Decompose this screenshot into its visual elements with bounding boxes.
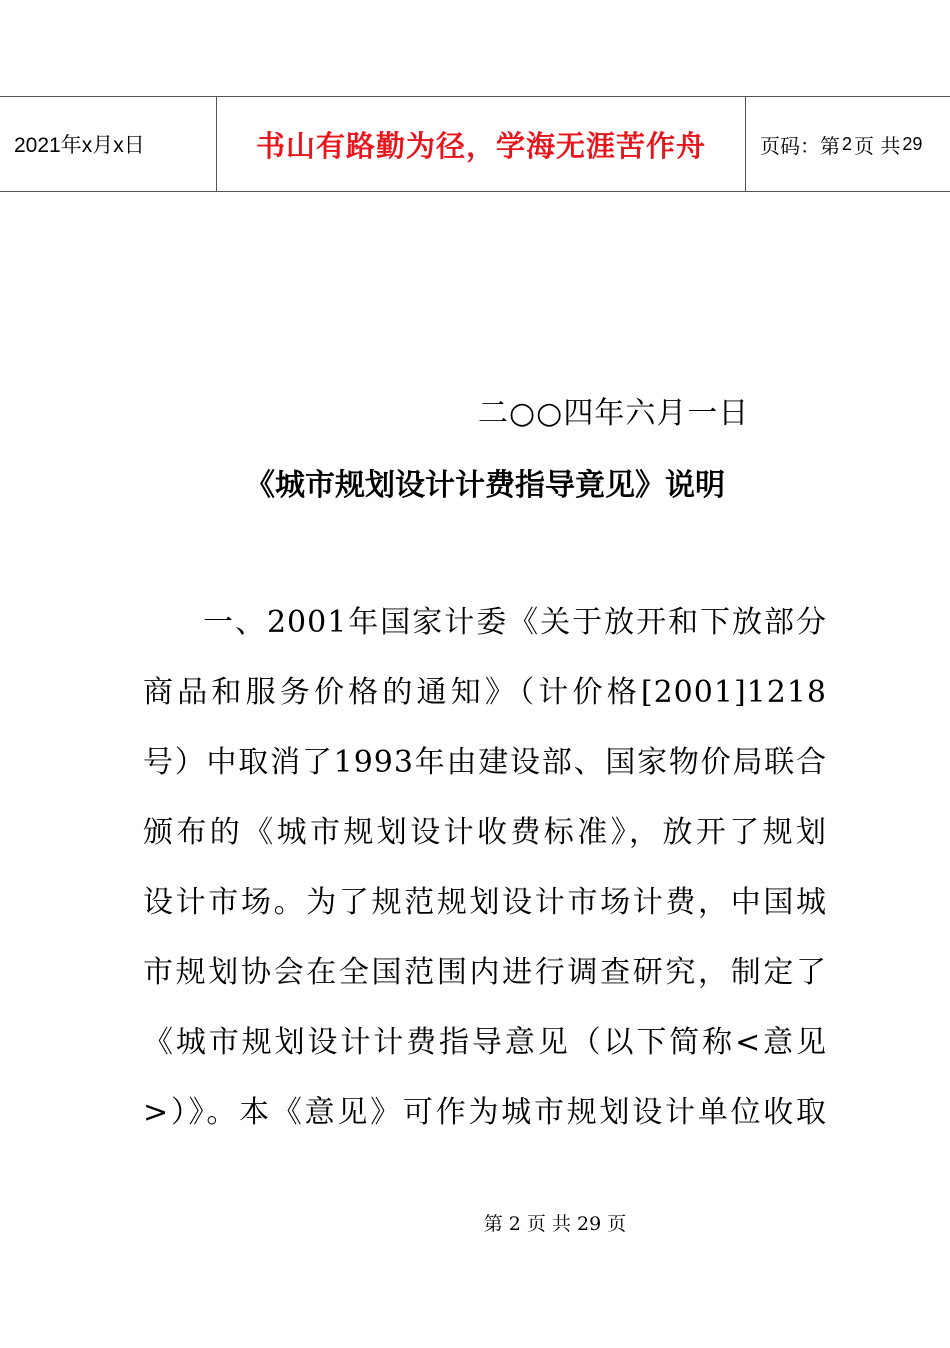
header-page-info [746, 97, 950, 191]
paragraph-body [143, 658, 827, 1148]
paragraph-line: 一、2001年国家计委《关于放开和下放部分 [203, 605, 827, 640]
page-footer [0, 1209, 950, 1236]
paragraph-line: 颁布的《城市规划设计收费标准》，放开了规划 [143, 815, 827, 850]
document-title: 《城市规划设计计费指导竟见》说明 [245, 468, 725, 503]
paragraph-line: >）》。本《意见》可作为城市规划设计单位收取 [143, 1095, 827, 1130]
paragraph-line: 商品和服务价格的通知》（计价格[2001]1218 [143, 675, 827, 710]
document-date: 二○○四年六月一日 [478, 396, 750, 431]
header-motto [216, 97, 746, 191]
paragraph-line: 号）中取消了1993年由建设部、国家物价局联合 [143, 745, 827, 780]
header-date [0, 97, 216, 191]
header-date-text: 2021年x月x日 [14, 134, 145, 157]
paragraph-line: 市规划协会在全国范围内进行调查研究，制定了 [143, 955, 827, 990]
page-header [0, 96, 950, 192]
header-page-prefix: 页码：第 [760, 133, 840, 158]
footer-page-label: 第 2 页 共 29 页 [483, 1213, 627, 1235]
header-page-mid: 页 共 [854, 133, 901, 158]
header-motto-text: 书山有路勤为径，学海无涯苦作舟 [255, 128, 706, 163]
header-page-total: 29 [902, 133, 923, 154]
paragraph-line: 设计市场。为了规范规划设计市场计费，中国城 [143, 885, 827, 920]
paragraph-first-line [203, 588, 827, 658]
header-page-number: 2 [842, 133, 853, 154]
paragraph-line: 《城市规划设计计费指导意见（以下简称<意见 [143, 1025, 827, 1060]
